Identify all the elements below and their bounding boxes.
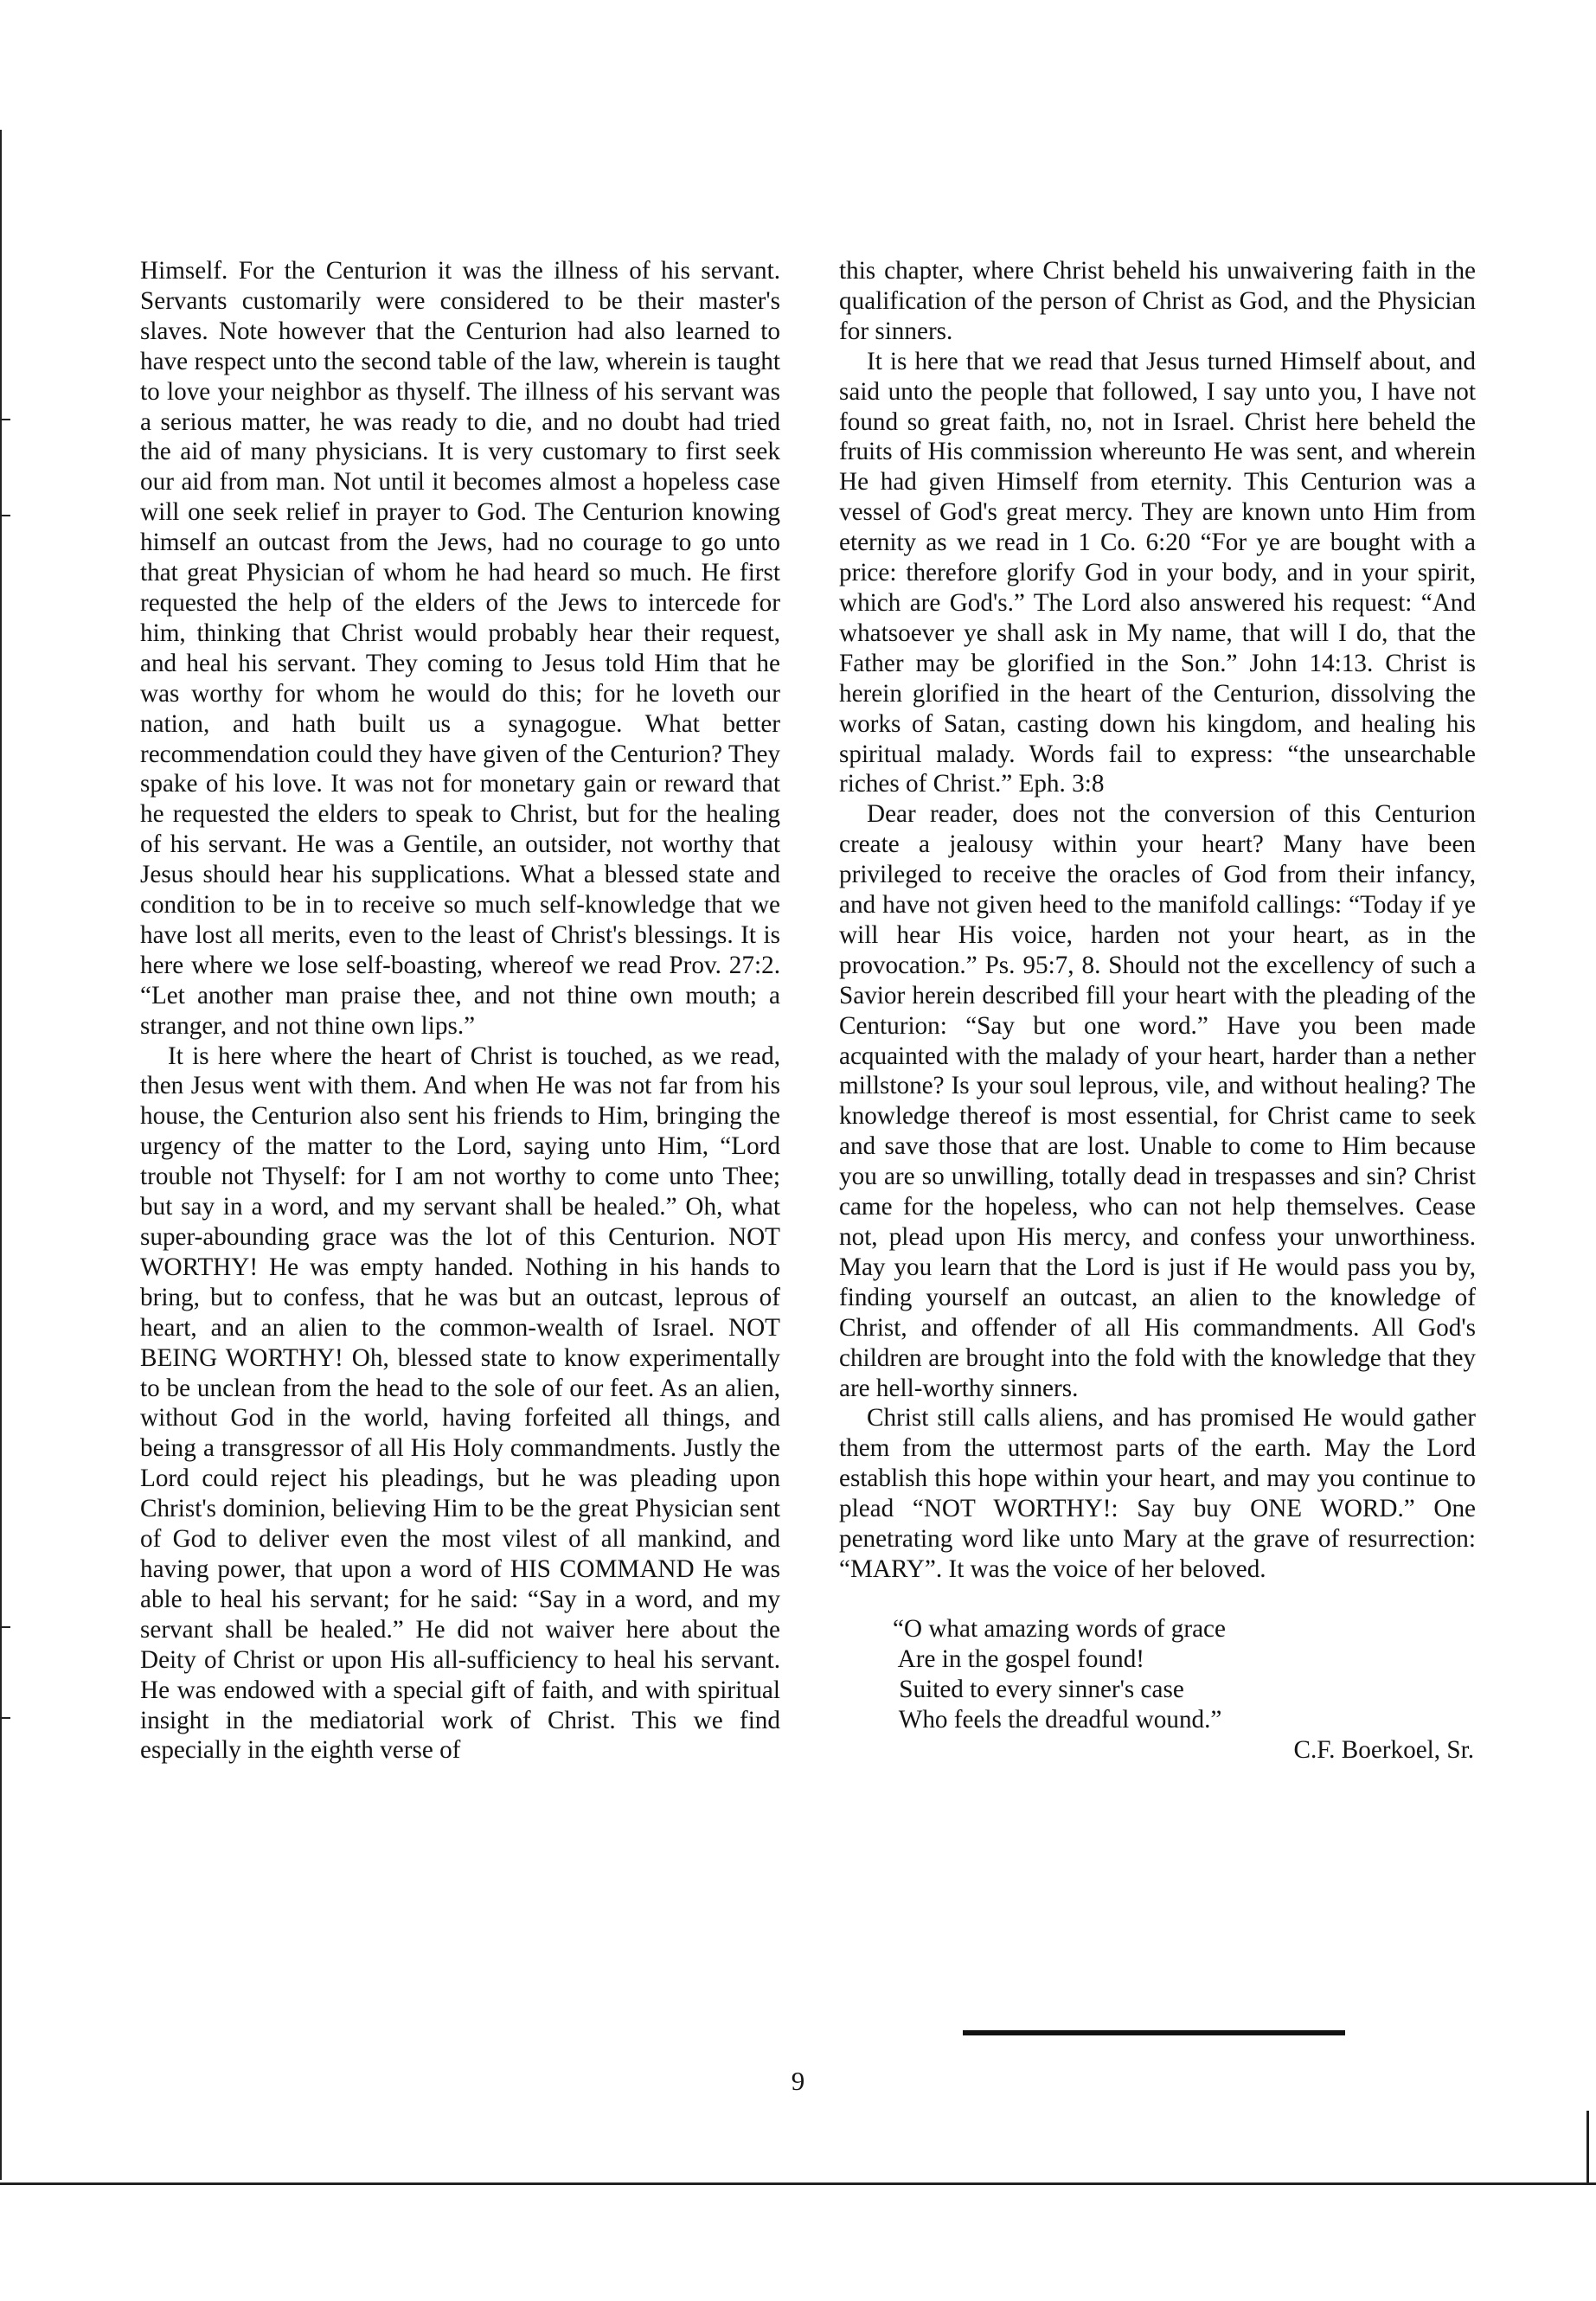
- closing-rule: [963, 2030, 1345, 2035]
- left-column: [140, 256, 780, 1766]
- paragraph: Dear reader, does not the conversion of this Centurion create a jealousy within your heart? Many have been privileged to receive the oracles of God from their infancy, and have not given heed to the manifold callings: “Today if ye will hear His voice, harden not your heart, as in the provocation.” Ps. 95:7, 8. Should not the excellency of such a Savior herein described fill your heart with the pleading of the Centurion: “Say but one word.” Have you been made acquainted with the malady of your heart, harder than a nether millstone? Is your soul leprous, vile, and without healing? The knowledge thereof is most essential, for Christ came to seek and save those that are lost. Unable to come to Him because you are so unwilling, totally dead in trespasses and sin? Christ came for the hopeless, who can not help themselves. Cease not, plead upon His mercy, and confess your unworthiness. May you learn that the Lord is just if He would pass you by, finding yourself an outcast, an alien to the knowledge of Christ, and offender of all His commandments. All God's children are brought into the fold with the knowledge that they are hell-worthy sinners.: [839, 800, 1476, 1402]
- paragraph: It is here where the heart of Christ is touched, as we read, then Jesus went with them. And when He was not far from his house, the Centurion also sent his friends to Him, bringing the urgency of the matter to the Lord, saying unto Him, “Lord trouble not Thyself: for I am not worthy to come unto Thee; but say in a word, and my servant shall be healed.” Oh, what super-abounding grace was the lot of this Centurion. NOT WORTHY! He was empty handed. Nothing in his hands to bring, but to confess, that he was but an outcast, leprous of heart, and an alien to the common-wealth of Israel. NOT BEING WORTHY! Oh, blessed state to know experimentally to be unclean from the head to the sole of our feet. As an alien, without God in the world, having forfeited all things, and being a transgressor of all His Holy commandments. Justly the Lord could reject his pleadings, but he was pleading upon Christ's dominion, believing Him to be the great Physician sent of God to deliver even the most vilest of all mankind, and having power, that upon a word of HIS COMMAND He was able to heal his servant; for he said: “Say in a word, and my servant shall be healed.” He did not waiver here about the Deity of Christ or upon His all-sufficiency to heal his servant. He was endowed with a special gift of faith, and with spiritual insight in the mediatorial work of Christ. This we find especially in the eighth verse of: [140, 1042, 780, 1765]
- poem-line: Suited to every sinner's case: [893, 1675, 1184, 1703]
- page-edge-right: [1586, 2111, 1589, 2184]
- hymn-quote: [893, 1614, 1476, 1735]
- margin-tick: [0, 515, 10, 516]
- page-edge-bottom: [0, 2182, 1596, 2185]
- paragraph: It is here that we read that Jesus turned Himself about, and said unto the people that followed, I say unto you, I have not found so great faith, no, not in Israel. Christ here beheld the fruits of His commission whereunto He was sent, and wherein He had given Himself from eternity. This Centurion was a vessel of God's great mercy. They are known unto Him from eternity as we read in 1 Co. 6:20 “For ye are bought with a price: therefore glorify God in your body, and in your spirit, which are God's.” The Lord also answered his request: “And whatsoever ye shall ask in My name, that will I do, that the Father may be glorified in the Son.” John 14:13. Christ is herein glorified in the heart of the Centurion, dissolving the works of Satan, casting down his kingdom, and healing his spiritual malady. Words fail to express: “the unsearchable riches of Christ.” Eph. 3:8: [839, 347, 1476, 798]
- poem-line: “O what amazing words of grace: [893, 1614, 1226, 1643]
- paragraph: Christ still calls aliens, and has promised He would gather them from the uttermost parts of the earth. May the Lord establish this hope within your heart, and may you continue to plead “NOT WORTHY!: Say buy ONE WORD.” One penetrating word like unto Mary at the grave of resurrection: “MARY”. It was the voice of her beloved.: [839, 1404, 1476, 1583]
- author-signature: C.F. Boerkoel, Sr.: [1293, 1735, 1474, 1764]
- margin-tick: [0, 419, 10, 420]
- paragraph: this chapter, where Christ beheld his unwaivering faith in the qualification of the person of Christ as God, and the Physician for sinners.: [839, 257, 1476, 345]
- poem-line: Who feels the dreadful wound.”: [893, 1705, 1222, 1734]
- poem-line: Are in the gospel found!: [893, 1644, 1145, 1673]
- right-column: [839, 256, 1476, 1765]
- page-edge-left: [0, 130, 2, 2180]
- paragraph: Himself. For the Centurion it was the illness of his servant. Servants customarily were considered to be their master's slaves. Note however that the Centurion had also learned to have respect unto the second table of the law, wherein is taught to love your neighbor as thyself. The illness of his servant was a serious matter, he was ready to die, and no doubt had tried the aid of many physicians. It is very customary to first seek our aid from man. Not until it becomes almost a hopeless case will one seek relief in prayer to God. The Centurion knowing himself an outcast from the Jews, had no courage to go unto that great Physician of whom he had heard so much. He first requested the help of the elders of the Jews to intercede for him, thinking that Christ would probably hear their request, and heal his servant. They coming to Jesus told Him that he was worthy for whom he would do this; for he loveth our nation, and hath built us a synagogue. What better recommendation could they have given of the Centurion? They spake of his love. It was not for monetary gain or reward that he requested the elders to speak to Christ, but for the healing of his servant. He was a Gentile, an outsider, not worthy that Jesus should hear his supplications. What a blessed state and condition to be in to receive so much self-knowledge that we have lost all merits, even to the least of Christ's blessings. It is here where we lose self-boasting, whereof we read Prov. 27:2. “Let another man praise thee, and not thine own mouth; a stranger, and not thine own lips.”: [140, 257, 780, 1040]
- margin-tick: [0, 1717, 10, 1719]
- page-number: 9: [791, 2066, 805, 2096]
- margin-tick: [0, 1626, 10, 1628]
